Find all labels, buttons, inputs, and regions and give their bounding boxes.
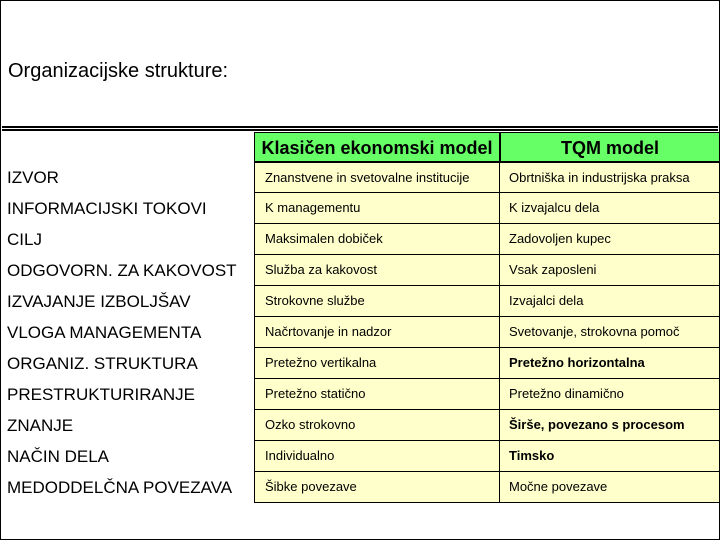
table-row bbox=[0, 317, 720, 348]
row-label: ORGANIZ. STRUKTURA bbox=[7, 354, 198, 373]
tqm-model-cell: Obrtniška in industrijska praksa bbox=[500, 162, 720, 193]
classic-model-cell: Pretežno statično bbox=[254, 379, 500, 410]
row-label: ODGOVORN. ZA KAKOVOST bbox=[7, 261, 237, 280]
tqm-model-cell: Pretežno dinamično bbox=[500, 379, 720, 410]
classic-model-cell: Služba za kakovost bbox=[254, 255, 500, 286]
tqm-model-cell: Zadovoljen kupec bbox=[500, 224, 720, 255]
classic-model-cell: Strokovne službe bbox=[254, 286, 500, 317]
classic-model-cell: Načrtovanje in nadzor bbox=[254, 317, 500, 348]
tqm-model-cell: Pretežno horizontalna bbox=[500, 348, 720, 379]
classic-model-cell: K managementu bbox=[254, 193, 500, 224]
row-label: VLOGA MANAGEMENTA bbox=[7, 323, 202, 342]
table-row bbox=[0, 193, 720, 224]
classic-model-cell: Znanstvene in svetovalne institucije bbox=[254, 162, 500, 193]
header-classic-model: Klasičen ekonomski model bbox=[254, 132, 500, 162]
tqm-model-cell: Izvajalci dela bbox=[500, 286, 720, 317]
table-row bbox=[0, 410, 720, 441]
tqm-model-cell: Močne povezave bbox=[500, 472, 720, 503]
tqm-model-cell: Vsak zaposleni bbox=[500, 255, 720, 286]
classic-model-cell: Individualno bbox=[254, 441, 500, 472]
row-label: NAČIN DELA bbox=[7, 447, 110, 466]
classic-model-cell: Ozko strokovno bbox=[254, 410, 500, 441]
table-row bbox=[0, 472, 720, 503]
tqm-model-cell: K izvajalcu dela bbox=[500, 193, 720, 224]
table-row bbox=[0, 379, 720, 410]
row-label: CILJ bbox=[7, 230, 42, 249]
header-tqm-model: TQM model bbox=[500, 132, 720, 162]
row-label: PRESTRUKTURIRANJE bbox=[7, 385, 195, 404]
table-row bbox=[0, 348, 720, 379]
row-label: ZNANJE bbox=[7, 416, 74, 435]
comparison-table bbox=[0, 162, 720, 503]
row-label: IZVAJANJE IZBOLJŠAV bbox=[7, 292, 191, 311]
row-label: IZVOR bbox=[7, 168, 59, 187]
tqm-model-cell: Svetovanje, strokovna pomoč bbox=[500, 317, 720, 348]
divider bbox=[2, 129, 718, 131]
tqm-model-cell: Timsko bbox=[500, 441, 720, 472]
table-row bbox=[0, 255, 720, 286]
table-row bbox=[0, 224, 720, 255]
row-label: MEDODDELČNA POVEZAVA bbox=[7, 478, 233, 497]
classic-model-cell: Pretežno vertikalna bbox=[254, 348, 500, 379]
table-row bbox=[0, 441, 720, 472]
row-label: INFORMACIJSKI TOKOVI bbox=[7, 199, 207, 218]
table-row bbox=[0, 286, 720, 317]
classic-model-cell: Maksimalen dobiček bbox=[254, 224, 500, 255]
classic-model-cell: Šibke povezave bbox=[254, 472, 500, 503]
divider bbox=[2, 126, 718, 128]
tqm-model-cell: Širše, povezano s procesom bbox=[500, 410, 720, 441]
page-title: Organizacijske strukture: bbox=[8, 60, 229, 82]
table-row bbox=[0, 162, 720, 193]
